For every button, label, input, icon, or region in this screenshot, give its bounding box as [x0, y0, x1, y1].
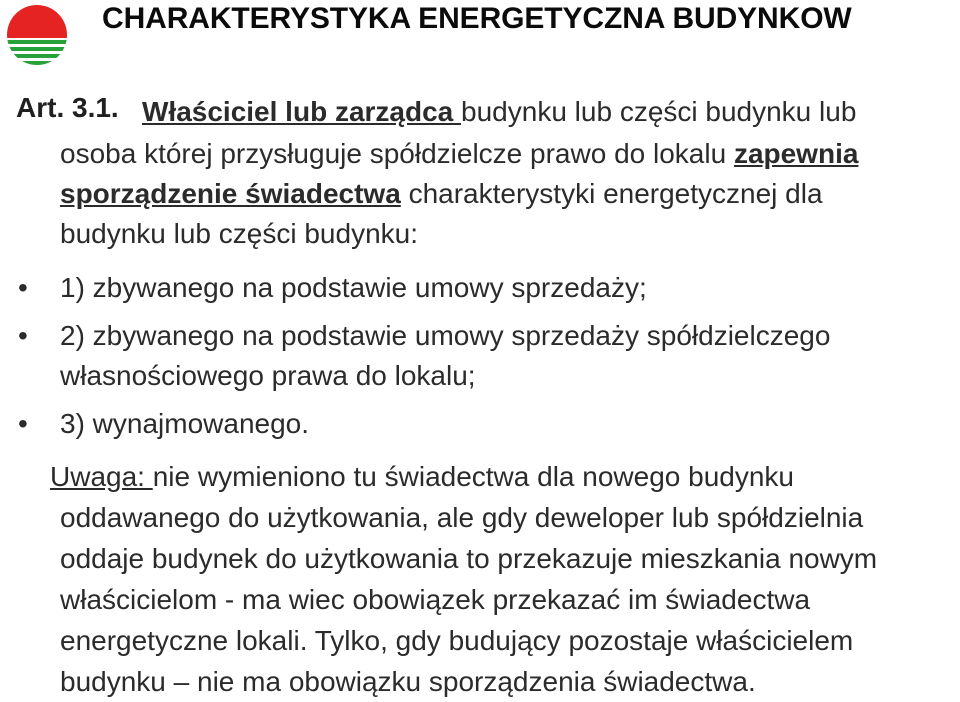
article-line-4: budynku lub części budynku: — [60, 218, 418, 249]
page-title: CHARAKTERYSTYKA ENERGETYCZNA BUDYNKOW — [102, 2, 852, 35]
article-line-2 — [60, 134, 952, 174]
note-line-5: energetyczne lokali. Tylko, gdy budujący pozostaje właścicielem — [60, 625, 854, 656]
list-item — [0, 316, 830, 396]
logo-icon — [6, 4, 68, 66]
note-line-2: oddawanego do użytkowania, ale gdy deweloper lub spółdzielnia — [60, 502, 864, 533]
article-keyword-sporzadzenie: sporządzenie świadectwa — [60, 178, 401, 209]
note-line-4: właścicielom - ma wiec obowiązek przekazać im świadectwa — [60, 584, 811, 615]
article-line-1 — [142, 92, 952, 132]
note-line-3: oddaje budynek do użytkowania to przekazuje mieszkania nowym — [60, 543, 878, 574]
article-body — [60, 134, 952, 254]
article-line-3 — [60, 174, 952, 214]
list-item — [0, 268, 830, 308]
note-line-6: budynku – nie ma obowiązku sporządzenia świadectwa. — [60, 666, 756, 697]
note-label: Uwaga: — [50, 461, 153, 492]
bullet-icon: • — [18, 320, 28, 351]
list-item-text: 2) zbywanego na podstawie umowy sprzedaży spółdzielczego — [60, 320, 831, 351]
list-item-text-cont: własnościowego prawa do lokalu; — [60, 360, 476, 391]
article-keyword-zapewnia: zapewnia — [733, 138, 859, 169]
article-ref: Art. 3.1. — [16, 92, 119, 123]
article-line-1-rest: budynku lub części budynku lub — [461, 96, 857, 127]
bullet-icon: • — [18, 408, 28, 439]
list-item — [0, 404, 830, 444]
list-item-text: 3) wynajmowanego. — [60, 408, 310, 439]
bullet-icon: • — [18, 272, 28, 303]
bullet-list — [0, 268, 830, 452]
article-subject: Właściciel lub zarządca — [142, 96, 462, 127]
article-line-3-text: charakterystyki energetycznej dla — [400, 178, 823, 209]
note-block — [50, 456, 878, 702]
note-line-1-text: nie wymieniono tu świadectwa dla nowego budynku — [152, 461, 794, 492]
note-line-1 — [50, 456, 877, 497]
list-item-text: 1) zbywanego na podstawie umowy sprzedaży; — [60, 272, 647, 303]
article-line-2-text: osoba której przysługuje spółdzielcze prawo do lokalu — [60, 138, 734, 169]
